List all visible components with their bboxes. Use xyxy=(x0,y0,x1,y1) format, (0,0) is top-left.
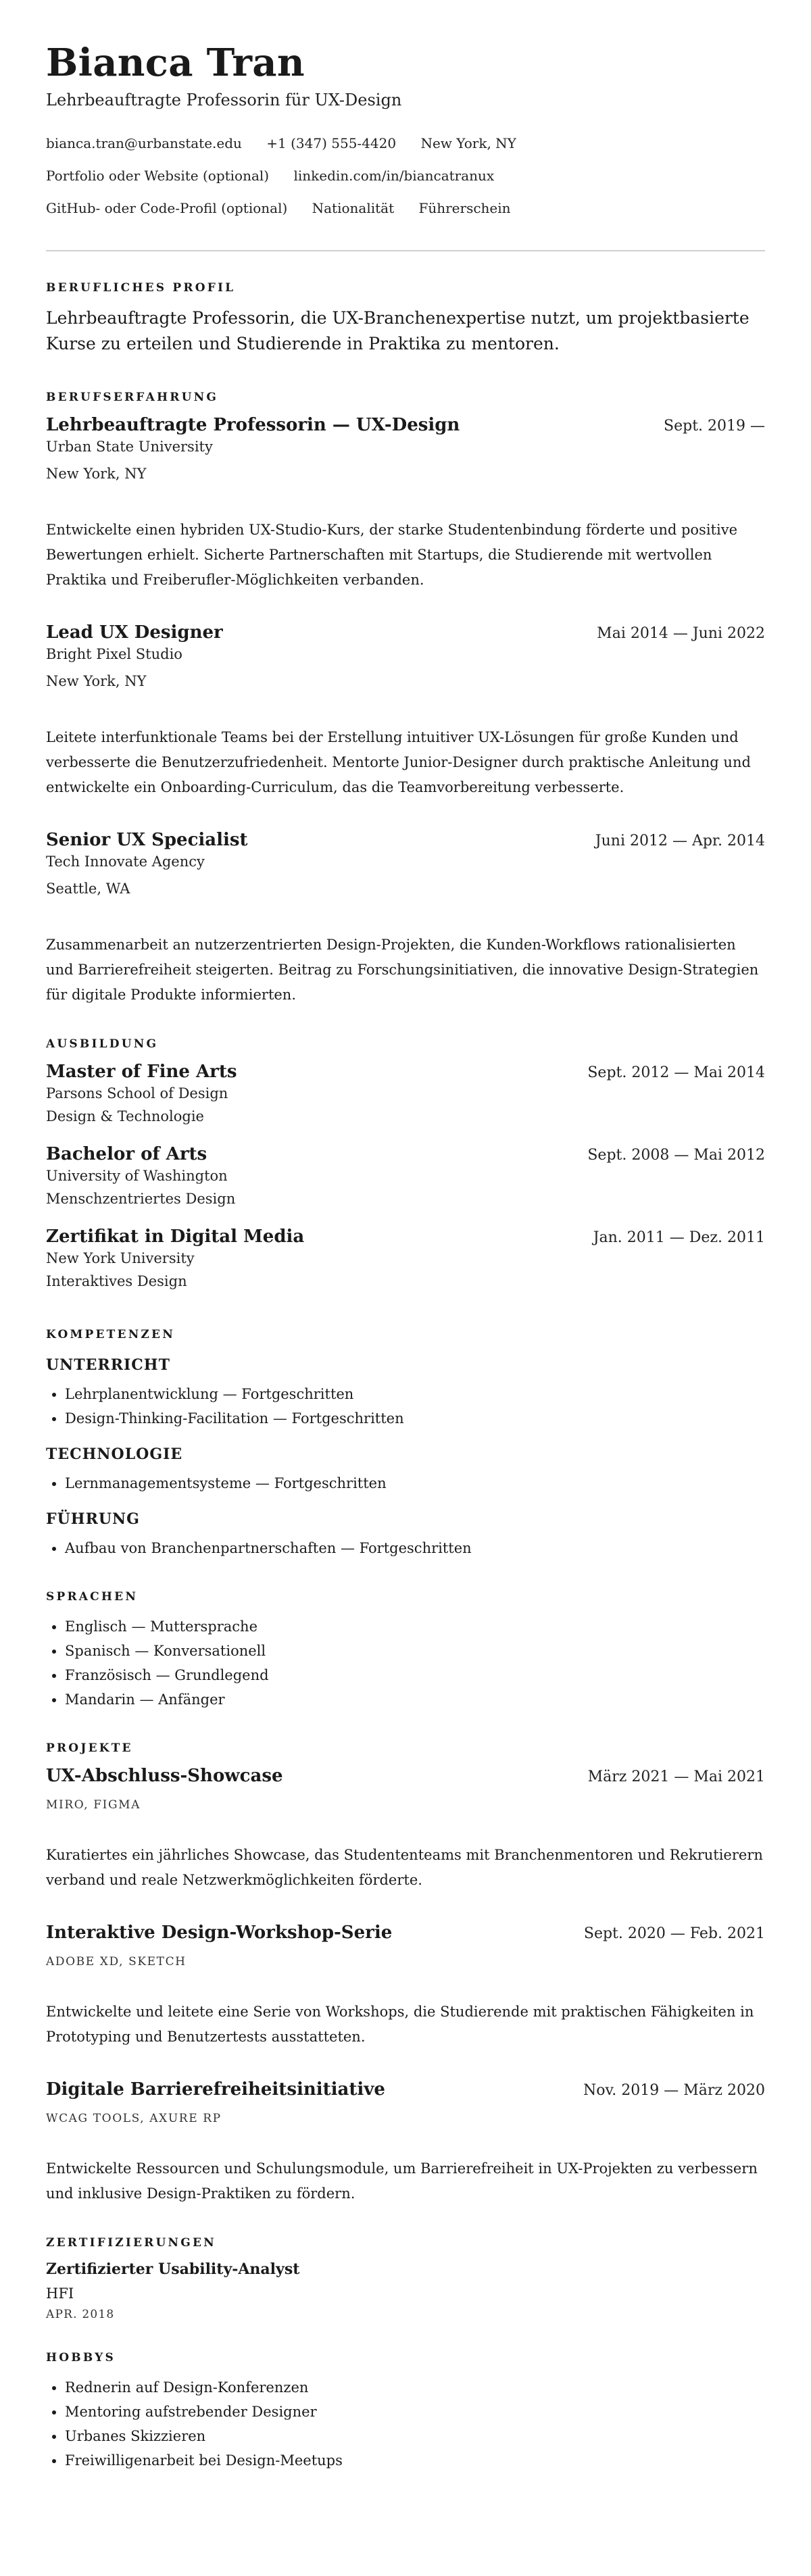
experience-item xyxy=(46,622,765,800)
certification-title: Zertifizierter Usability-Analyst xyxy=(46,2260,300,2278)
language-item: • Französisch — Grundlegend xyxy=(65,1663,765,1687)
project-item xyxy=(46,1766,765,1893)
project-description: Entwickelte Ressourcen und Schulungsmodule, um Barrierefreiheit in UX-Projekten zu verbessern und inklusive Design-Praktiken zu fördern. xyxy=(46,2160,758,2202)
candidate-name: Bianca Tran xyxy=(46,41,305,85)
job-title: Senior UX Specialist xyxy=(46,830,248,850)
project-description: Entwickelte und leitete eine Serie von Workshops, die Studierende mit praktischen Fähigkeiten in Prototyping und Benutzertests ausstatteten. xyxy=(46,2004,754,2045)
project-tools: MIRO, FIGMA xyxy=(46,1798,141,1812)
job-date: Sept. 2019 — xyxy=(664,418,765,435)
degree-date: Jan. 2011 — Dez. 2011 xyxy=(593,1229,765,1246)
profile-heading: BERUFLICHES PROFIL xyxy=(46,281,236,295)
degree-date: Sept. 2008 — Mai 2012 xyxy=(587,1147,765,1164)
job-org: Urban State University xyxy=(46,439,213,455)
job-org: Bright Pixel Studio xyxy=(46,646,182,662)
contact-github[interactable]: GitHub- oder Code-Profil (optional) xyxy=(46,200,288,216)
degree-field: Menschzentriertes Design xyxy=(46,1191,236,1207)
project-description: Kuratiertes ein jährliches Showcase, das Studententeams mit Branchenmentoren und Rekrutierern verband und reale Netzwerkmöglichkeiten förderte. xyxy=(46,1847,763,1888)
project-title: Interaktive Design-Workshop-Serie xyxy=(46,1923,393,1943)
certification-item xyxy=(46,2260,765,2321)
project-date: Nov. 2019 — März 2020 xyxy=(583,2082,765,2099)
hobby-item: • Freiwilligenarbeit bei Design-Meetups xyxy=(65,2448,765,2473)
school-name: University of Washington xyxy=(46,1168,228,1184)
language-item: • Spanisch — Konversationell xyxy=(65,1639,765,1663)
degree-title: Master of Fine Arts xyxy=(46,1062,237,1082)
contact-row xyxy=(46,127,765,159)
job-description: Entwickelte einen hybriden UX-Studio-Kurs, der starke Studentenbindung förderte und positive Bewertungen erhielt. Sicherte Partnerschaften mit Startups, die Studierende mit wertvollen Praktika und Freiberufler-Möglichkeiten verbanden. xyxy=(46,522,737,588)
experience-heading: BERUFSERFAHRUNG xyxy=(46,391,219,404)
contact-license: Führerschein xyxy=(418,200,511,216)
job-org: Tech Innovate Agency xyxy=(46,853,205,870)
contact-row xyxy=(46,192,765,224)
skill-list xyxy=(46,1471,765,1495)
skill-category: UNTERRICHT xyxy=(46,1356,170,1374)
certification-org: HFI xyxy=(46,2285,74,2302)
contact-row xyxy=(46,159,765,192)
contact-nationality: Nationalität xyxy=(312,200,395,216)
skills-heading: KOMPETENZEN xyxy=(46,1328,175,1341)
project-item xyxy=(46,1923,765,2050)
skill-category: FÜHRUNG xyxy=(46,1510,140,1528)
contact-portfolio[interactable]: Portfolio oder Website (optional) xyxy=(46,168,270,184)
hobby-item: • Mentoring aufstrebender Designer xyxy=(65,2400,765,2424)
education-heading: AUSBILDUNG xyxy=(46,1037,159,1051)
job-location: New York, NY xyxy=(46,466,147,482)
job-description: Leitete interfunktionale Teams bei der Erstellung intuitiver UX-Lösungen für große Kunden und verbesserte die Benutzerzufriedenheit. Mentorte Junior-Designer durch praktische Anleitung und entwickelte ein Onboarding-Curriculum, das die Teamvorbereitung verbesserte. xyxy=(46,729,751,795)
project-title: UX-Abschluss-Showcase xyxy=(46,1766,283,1786)
skill-list xyxy=(46,1536,765,1560)
education-item xyxy=(46,1227,765,1293)
skill-list xyxy=(46,1382,765,1431)
hobby-list xyxy=(46,2375,765,2473)
experience-item xyxy=(46,415,765,593)
job-location: Seattle, WA xyxy=(46,881,130,897)
education-item xyxy=(46,1144,765,1210)
project-title: Digitale Barrierefreiheitsinitiative xyxy=(46,2079,385,2100)
job-date: Juni 2012 — Apr. 2014 xyxy=(595,833,765,849)
degree-date: Sept. 2012 — Mai 2014 xyxy=(587,1064,765,1081)
hobbies-heading: HOBBYS xyxy=(46,2351,116,2364)
language-item: • Mandarin — Anfänger xyxy=(65,1687,765,1712)
hobby-item: • Rednerin auf Design-Konferenzen xyxy=(65,2375,765,2400)
degree-field: Design & Technologie xyxy=(46,1108,204,1124)
skill-item: • Design-Thinking-Facilitation — Fortgeschritten xyxy=(65,1406,765,1431)
job-title: Lead UX Designer xyxy=(46,622,223,643)
languages-heading: SPRACHEN xyxy=(46,1590,139,1604)
job-description: Zusammenarbeit an nutzerzentrierten Design-Projekten, die Kunden-Workflows rationalisierten und Barrierefreiheit steigerten. Beitrag zu Forschungsinitiativen, die innovative Design-Strategien für digitale Produkte informierten. xyxy=(46,937,759,1003)
contact-location: New York, NY xyxy=(420,135,516,151)
certification-date: APR. 2018 xyxy=(46,2308,115,2321)
job-location: New York, NY xyxy=(46,673,147,689)
degree-title: Zertifikat in Digital Media xyxy=(46,1227,305,1247)
project-date: Sept. 2020 — Feb. 2021 xyxy=(583,1925,765,1942)
contact-email[interactable]: bianca.tran@urbanstate.edu xyxy=(46,135,242,151)
education-item xyxy=(46,1062,765,1128)
skill-category: TECHNOLOGIE xyxy=(46,1445,183,1463)
project-item xyxy=(46,2079,765,2206)
skill-item: • Lehrplanentwicklung — Fortgeschritten xyxy=(65,1382,765,1406)
language-list xyxy=(46,1614,765,1712)
header-divider xyxy=(46,250,765,251)
degree-title: Bachelor of Arts xyxy=(46,1144,207,1164)
skill-item: • Aufbau von Branchenpartnerschaften — Fortgeschritten xyxy=(65,1536,765,1560)
project-tools: WCAG TOOLS, AXURE RP xyxy=(46,2112,222,2125)
candidate-title: Lehrbeauftragte Professorin für UX-Design xyxy=(46,91,402,109)
project-date: März 2021 — Mai 2021 xyxy=(587,1768,765,1785)
contact-phone[interactable]: +1 (347) 555-4420 xyxy=(266,135,397,151)
job-title: Lehrbeauftragte Professorin — UX-Design xyxy=(46,415,460,435)
profile-text: Lehrbeauftragte Professorin, die UX-Branchenexpertise nutzt, um projektbasierte Kurse zu erteilen und Studierende in Praktika zu mentoren. xyxy=(46,308,749,353)
projects-heading: PROJEKTE xyxy=(46,1741,133,1755)
contact-linkedin[interactable]: linkedin.com/in/biancatranux xyxy=(293,168,495,184)
school-name: Parsons School of Design xyxy=(46,1085,228,1101)
language-item: • Englisch — Muttersprache xyxy=(65,1614,765,1639)
skill-item: • Lernmanagementsysteme — Fortgeschritten xyxy=(65,1471,765,1495)
project-tools: ADOBE XD, SKETCH xyxy=(46,1955,187,1968)
certifications-heading: ZERTIFIZIERUNGEN xyxy=(46,2236,216,2250)
job-date: Mai 2014 — Juni 2022 xyxy=(597,625,765,642)
hobby-item: • Urbanes Skizzieren xyxy=(65,2424,765,2448)
school-name: New York University xyxy=(46,1250,195,1266)
degree-field: Interaktives Design xyxy=(46,1273,187,1289)
experience-item xyxy=(46,830,765,1008)
